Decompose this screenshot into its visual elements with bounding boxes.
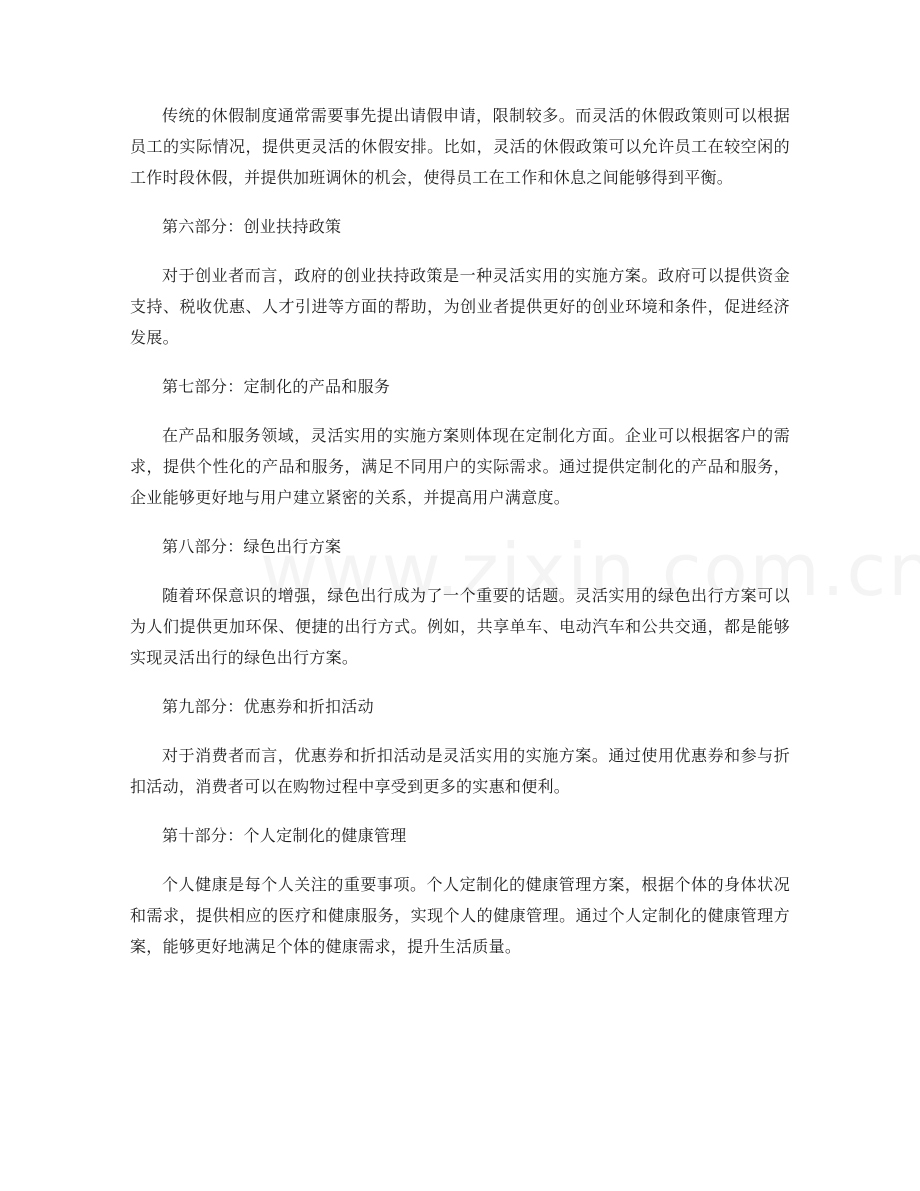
section-heading-9: 第九部分：优惠券和折扣活动 <box>162 697 374 716</box>
paragraph-startup-support: 对于创业者而言，政府的创业扶持政策是一种灵活实用的实施方案。政府可以提供资金支持、税收优惠、人才引进等方面的帮助，为创业者提供更好的创业环境和条件，促进经济发展。 <box>130 266 790 347</box>
paragraph-coupons: 对于消费者而言，优惠券和折扣活动是灵活实用的实施方案。通过使用优惠券和参与折扣活动，消费者可以在购物过程中享受到更多的实惠和便利。 <box>130 746 790 796</box>
section-heading-7: 第七部分：定制化的产品和服务 <box>162 377 391 396</box>
document-page <box>130 100 790 962</box>
paragraph-customized-products: 在产品和服务领域，灵活实用的实施方案则体现在定制化方面。企业可以根据客户的需求，提供个性化的产品和服务，满足不同用户的实际需求。通过提供定制化的产品和服务，企业能够更好地与用户建立紧密的关系，并提高用户满意度。 <box>130 426 790 507</box>
paragraph-green-travel: 随着环保意识的增强，绿色出行成为了一个重要的话题。灵活实用的绿色出行方案可以为人们提供更加环保、便捷的出行方式。例如，共享单车、电动汽车和公共交通，都是能够实现灵活出行的绿色出行方案。 <box>130 586 790 667</box>
section-heading-10: 第十部分：个人定制化的健康管理 <box>162 826 407 845</box>
paragraph-leave-policy: 传统的休假制度通常需要事先提出请假申请，限制较多。而灵活的休假政策则可以根据员工的实际情况，提供更灵活的休假安排。比如，灵活的休假政策可以允许员工在较空闲的工作时段休假，并提供加班调休的机会，使得员工在工作和休息之间能够得到平衡。 <box>130 106 790 187</box>
section-heading-6: 第六部分：创业扶持政策 <box>162 217 342 236</box>
section-heading-8: 第八部分：绿色出行方案 <box>162 537 342 556</box>
paragraph-health-management: 个人健康是每个人关注的重要事项。个人定制化的健康管理方案，根据个体的身体状况和需求，提供相应的医疗和健康服务，实现个人的健康管理。通过个人定制化的健康管理方案，能够更好地满足个体的健康需求，提升生活质量。 <box>130 875 790 956</box>
